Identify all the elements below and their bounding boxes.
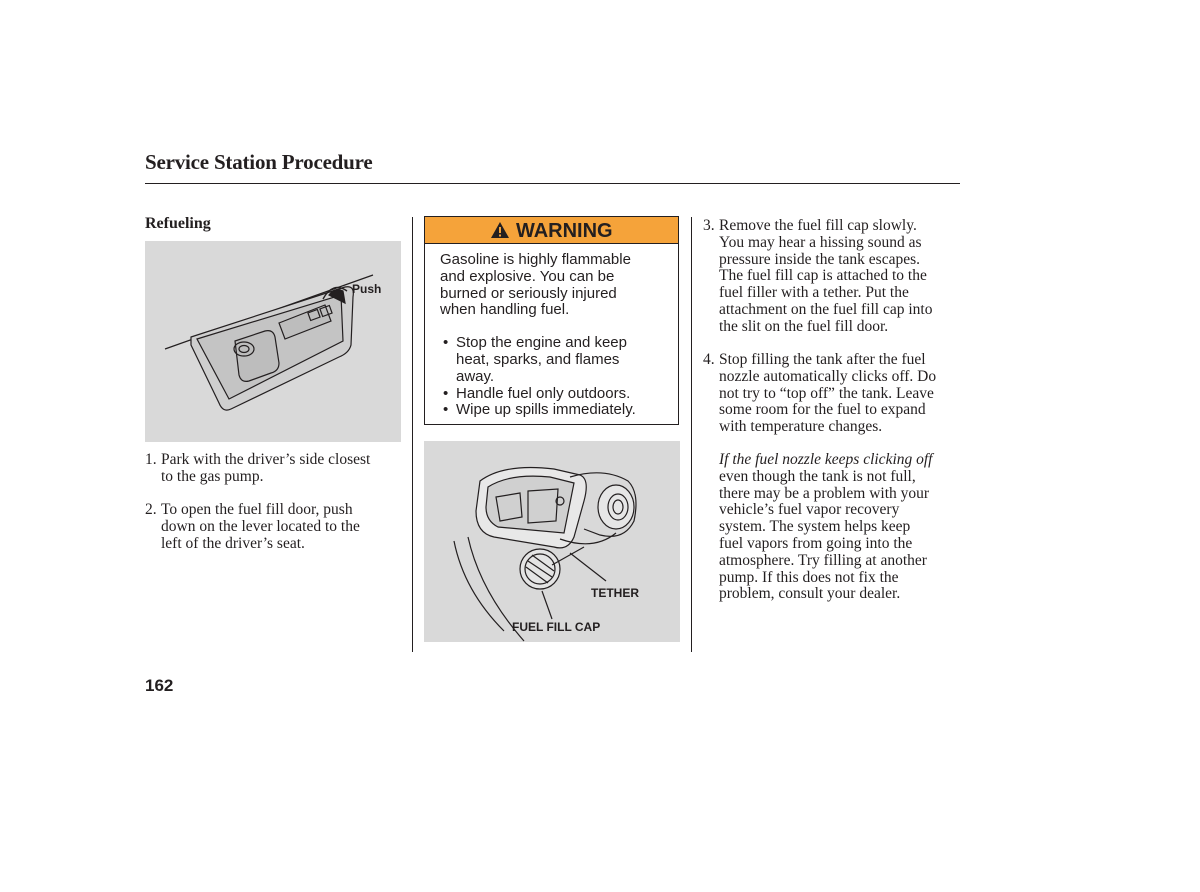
step-4 bbox=[703, 352, 936, 436]
tether-label: TETHER bbox=[591, 586, 639, 600]
step-text: Park with the driver’s side closest to the gas pump. bbox=[161, 451, 371, 485]
warning-title: WARNING bbox=[515, 219, 613, 242]
step-number: 4. bbox=[703, 351, 715, 368]
step-2 bbox=[145, 502, 360, 552]
note-text: even though the tank is not full, there may be a problem with your vehicle’s fuel vapor recovery system. The system helps keep fuel vapors from going into the atmosphere. Try filling at another pump. If this does not fix the problem, consult your dealer. bbox=[719, 467, 930, 603]
column-divider-right bbox=[691, 217, 692, 652]
step-number: 2. bbox=[145, 501, 157, 518]
title-rule bbox=[145, 183, 960, 184]
page-title: Service Station Procedure bbox=[145, 150, 373, 174]
page-number: 162 bbox=[145, 676, 174, 695]
warning-header bbox=[425, 217, 678, 244]
lever-illustration bbox=[145, 241, 401, 442]
step-1 bbox=[145, 452, 370, 486]
step-number: 1. bbox=[145, 451, 157, 468]
section-heading: Refueling bbox=[145, 215, 211, 232]
fuel-nozzle-note bbox=[719, 452, 969, 603]
fuel-fill-cap-label: FUEL FILL CAP bbox=[512, 620, 601, 634]
step-text: Stop filling the tank after the fuel nozzle automatically clicks off. Do not try to “top off” the tank. Leave some room for the fuel to expand with temperature changes. bbox=[719, 351, 937, 436]
column-divider-left bbox=[412, 217, 413, 652]
warning-body bbox=[425, 244, 678, 419]
fuel-cap-illustration bbox=[424, 441, 680, 642]
warning-bullet: • Handle fuel only outdoors. bbox=[443, 384, 631, 402]
step-number: 3. bbox=[703, 217, 715, 234]
warning-triangle-icon bbox=[490, 218, 510, 244]
warning-intro: Gasoline is highly flammable and explosive. You can be burned or seriously injured when handling fuel. bbox=[440, 251, 631, 319]
step-text: To open the fuel fill door, push down on the lever located to the left of the driver’s seat. bbox=[161, 501, 360, 552]
warning-bullet: • Wipe up spills immediately. bbox=[443, 401, 636, 419]
warning-bullet: • Stop the engine and keep heat, sparks, and flames away. bbox=[443, 334, 627, 385]
step-3 bbox=[703, 218, 932, 336]
step-text: Remove the fuel fill cap slowly. You may hear a hissing sound as pressure inside the tank escapes. The fuel fill cap is attached to the fuel filler with a tether. Put the attachment on the fuel fill cap into the slit on the fuel fill door. bbox=[719, 217, 933, 335]
push-label: Push bbox=[352, 282, 382, 296]
fuel-door-lever-figure bbox=[145, 241, 401, 442]
note-italic-lead: If the fuel nozzle keeps clicking off bbox=[719, 451, 933, 468]
fuel-fill-cap-figure bbox=[424, 441, 680, 642]
warning-box bbox=[424, 216, 679, 425]
